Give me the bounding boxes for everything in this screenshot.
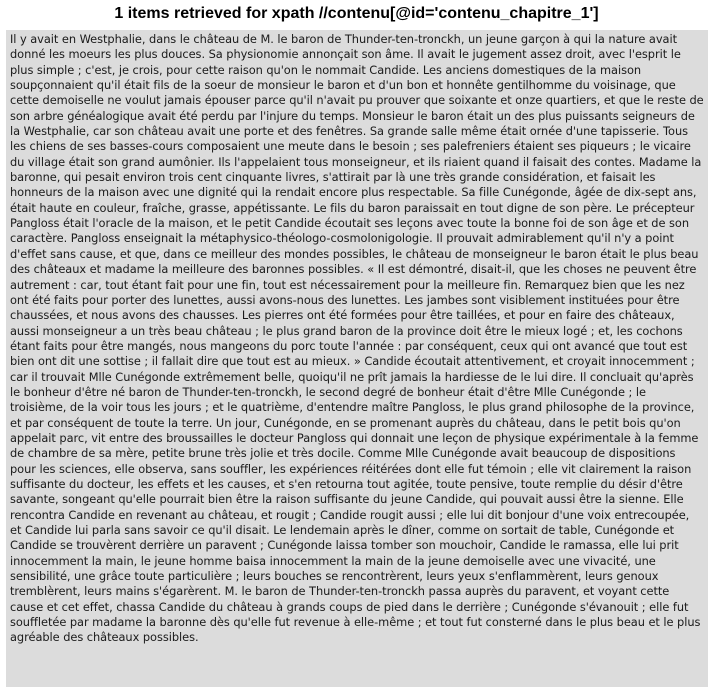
chapter-text: Il y avait en Westphalie, dans le château de M. le baron de Thunder-ten-tronckh, un jeune garçon à qui la nature avait donné les moeurs les plus douces. Sa physionomie annonçait son âme. Il avait le jugement assez droit, avec l'esprit le plus simple ; c'est, je crois, pour cette raison qu'on le nommait Candide. Les anciens domestiques de la maison soupçonnaient qu'il était fils de la soeur de monsieur le baron et d'un bon et honnête gentilhomme du voisinage, que cette demoiselle ne voulut jamais épouser parce qu'il n'avait pu prouver que soixante et onze quartiers, et que le reste de son arbre généalogique avait été perdu par l'injure du temps. Monsieur le baron était un des plus puissants seigneurs de la Westphalie, car son château avait une porte et des fenêtres. Sa grande salle même était ornée d'une tapisserie. Tous les chiens de ses basses-cours composaient une meute dans le besoin ; ses palefreniers étaient ses piqueurs ; le vicaire du village était son grand aumônier. Ils l'appelaient tous monseigneur, et ils riaient quand il faisait des contes. Madame la baronne, qui pesait environ trois cent cinquante livres, s'attirait par là une très grande considération, et faisait les honneurs de la maison avec une dignité qui la rendait encore plus respectable. Sa fille Cunégonde, âgée de dix-sept ans, était haute en couleur, fraîche, grasse, appétissante. Le fils du baron paraissait en tout digne de son père. Le précepteur Pangloss était l'oracle de la maison, et le petit Candide écoutait ses leçons avec toute la bonne foi de son âge et de son caractère. Pangloss enseignait la métaphysico-théologo-cosmolonigologie. Il prouvait admirablement qu'il n'y a point d'effet sans cause, et que, dans ce meilleur des mondes possibles, le château de monseigneur le baron était le plus beau des châteaux et madame la meilleure des baronnes possibles. « Il est démontré, disait-il, que les choses ne peuvent être autrement : car, tout étant fait pour une fin, tout est nécessairement pour la meilleure fin. Remarquez bien que les nez ont été faits pour porter des lunettes, aussi avons-nous des lunettes. Les jambes sont visiblement instituées pour être chaussées, et nous avons des chausses. Les pierres ont été formées pour être taillées, et pour en faire des châteaux, aussi monseigneur a un très beau château ; le plus grand baron de la province doit être le mieux logé ; et, les cochons étant faits pour être mangés, nous mangeons du porc toute l'année : par conséquent, ceux qui ont avancé que tout est bien ont dit une sottise ; il fallait dire que tout est au mieux. » Candide écoutait attentivement, et croyait innocemment ; car il trouvait Mlle Cunégonde extrêmement belle, quoiqu'il ne prît jamais la hardiesse de le lui dire. Il concluait qu'après le bonheur d'être né baron de Thunder-ten-tronckh, le second degré de bonheur était d'être Mlle Cunégonde ; le troisième, de la voir tous les jours ; et le quatrième, d'entendre maître Pangloss, le plus grand philosophe de la province, et par conséquent de toute la terre. Un jour, Cunégonde, en se promenant auprès du château, dans le petit bois qu'on appelait parc, vit entre des broussailles le docteur Pangloss qui donnait une leçon de physique expérimentale à la femme de chambre de sa mère, petite brune très jolie et très docile. Comme Mlle Cunégonde avait beaucoup de dispositions pour les sciences, elle observa, sans souffler, les expériences réitérées dont elle fut témoin ; elle vit clairement la raison suffisante du docteur, les effets et les causes, et s'en retourna tout agitée, toute pensive, toute remplie du désir d'être savante, songeant qu'elle pourrait bien être la raison suffisante du jeune Candide, qui pouvait aussi être la sienne. Elle rencontra Candide en revenant au château, et rougit ; Candide rougit aussi ; elle lui dit bonjour d'une voix entrecoupée, et Candide lui parla sans savoir ce qu'il disait. Le lendemain après le dîner, comme on sortait de table, Cunégonde et Candide se trouvèrent derrière un paravent ; Cunégonde laissa tomber son mouchoir, Candide le ramassa, elle lui prit innocemment la main, le jeune homme baisa innocemment la main de la jeune demoiselle avec une vivacité, une sensibilité, une grâce toute particulière ; leurs bouches se rencontrèrent, leurs yeux s'enflammèrent, leurs genoux tremblèrent, leurs mains s'égarèrent. M. le baron de Thunder-ten-tronckh passa auprès du paravent, et voyant cette cause et cet effet, chassa Candide du château à grands coups de pied dans le derrière ; Cunégonde s'évanouit ; elle fut souffletée par madame la baronne dès qu'elle fut revenue à elle-même ; et tout fut consterné dans le plus beau et le plus agréable des châteaux possibles. — [10, 32, 704, 645]
result-text-panel — [6, 30, 708, 687]
result-count-title: 1 items retrieved for xpath //contenu[@id='contenu_chapitre_1'] — [114, 5, 599, 22]
